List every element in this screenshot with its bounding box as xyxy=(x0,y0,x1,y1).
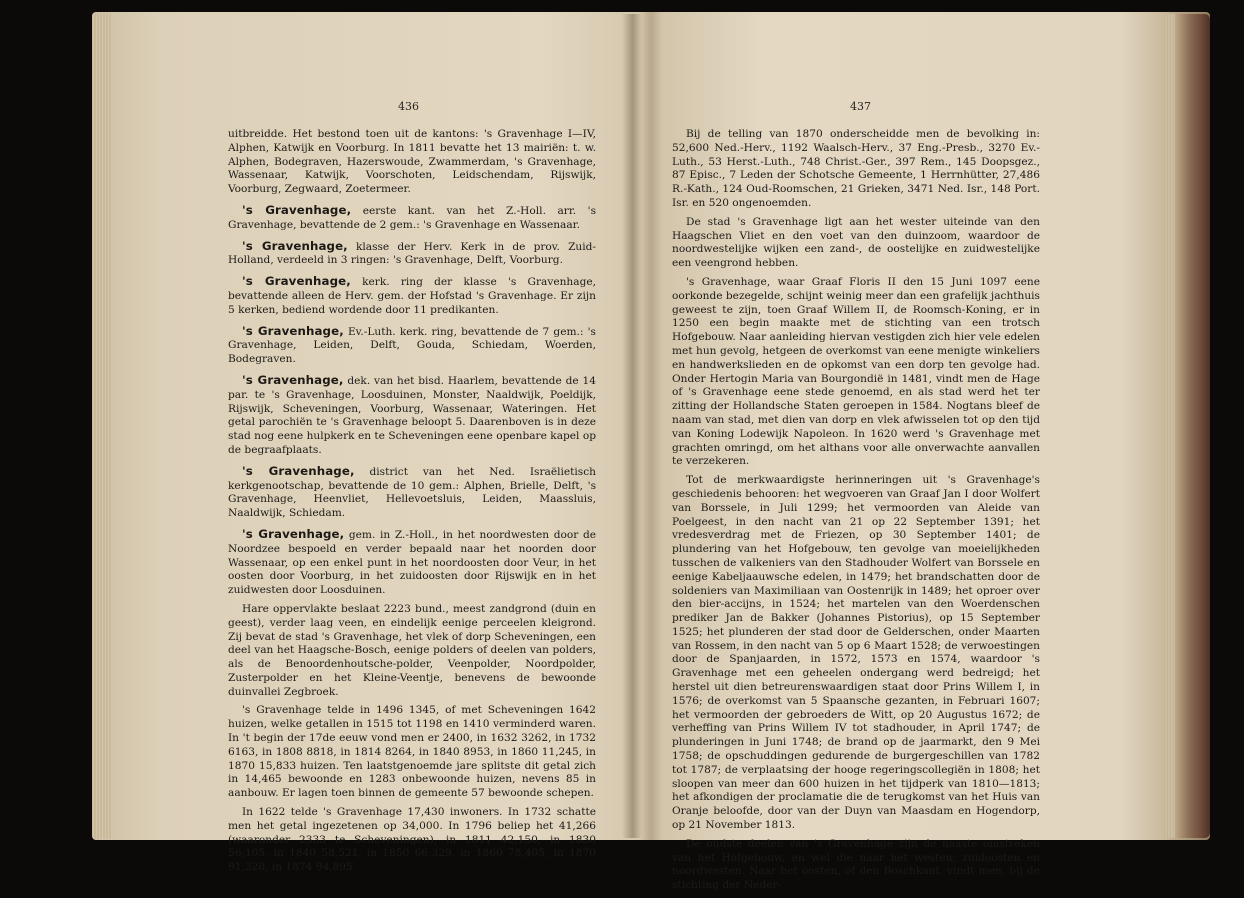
entry xyxy=(228,204,596,233)
paragraph: 's Gravenhage, waar Graaf Floris II den 15 Juni 1097 eene oorkonde bezegelde, schijnt weinig meer dan een grafelijk jachthuis geweest te zijn, toen Graaf Willem II, de Roomsch-Koning, er in 1250 een begin maakte met de stichting van een trotsch Hofgebouw. Naar aanleiding hiervan vestigden zich hier vele edelen met hun gevolg, hetgeen de overkomst van eene menigte winkeliers en handwerkslieden en de opkomst van een dorp ten gevolge had. Onder Hertogin Maria van Bourgondië in 1481, vindt men de Hage of 's Gravenhage eene stede genoemd, en als stad werd het ter zitting der Hollandsche Staten geroepen in 1584. Nogtans bleef de naam van stad, met dien van dorp en vlek afwisselen tot op den tijd van Koning Lodewijk Napoleon. In 1620 werd 's Gravenhage met grachten omringd, om het althans voor alle onverwachte aanvallen te verzekeren. xyxy=(672,275,1040,468)
paragraph: De oudste deelen van 's Gravenhage zijn de naaste omstreken van het Hofgebouw, en wel die naar het westen, zuidoosten en noordwesten. Naar het oosten, of den Boschkant, vindt men, bij de stichting der Neder- xyxy=(672,837,1040,892)
entry-headword: 's Gravenhage, xyxy=(242,526,345,541)
entry-headword: 's Gravenhage, xyxy=(242,274,351,289)
entry-text: eerste kant. van het Z.-Holl. arr. 's Gravenhage, bevattende de 2 gem.: 's Gravenhage en Wassenaar. xyxy=(228,204,597,231)
paragraph: In 1622 telde 's Gravenhage 17,430 inwoners. In 1732 schatte men het getal ingezetenen op 34,000. In 1796 beliep het 41,266 (waaronder 2333 te Scheveningen), in 1811 42,150, in 1830 56,105, in 1840 58,521, in 1850 66,329, in 1860 78,405, in 1870 91,328, in 1874 94,895. xyxy=(228,806,596,874)
entry xyxy=(228,325,596,367)
entry-headword: 's Gravenhage, xyxy=(242,202,352,217)
entry-text: district van het Ned. Israëlietisch kerkgenootschap, bevattende de 10 gem.: Alphen, Brielle, Delft, 's Gravenhage, Heenvliet, Hellevoetsluis, Leiden, Maassluis, Naaldwijk, Schiedam. xyxy=(228,465,596,520)
entry-text: gem. in Z.-Holl., in het noordwesten door de Noordzee bespoeld en verder bepaald naar het noorden door Wassenaar, op een enkel punt in het noordoosten door Veur, in het oosten door Voorburg, in het zuidoosten door Rijswijk en in het zuidwesten door Loosduinen. xyxy=(228,528,596,597)
entry-text: Ev.-Luth. kerk. ring, bevattende de 7 gem.: 's Gravenhage, Leiden, Delft, Gouda, Schiedam, Woerden, Bodegraven. xyxy=(228,325,596,366)
entry-headword: 's Gravenhage, xyxy=(242,323,344,338)
left-page xyxy=(228,128,596,880)
entry-text: kerk. ring der klasse 's Gravenhage, bevattende alleen de Herv. gem. der Hofstad 's Gravenhage. Er zijn 5 kerken, bediend wordende door 11 predikanten. xyxy=(228,276,596,316)
entry xyxy=(228,275,596,317)
entry xyxy=(228,374,596,458)
book-gutter xyxy=(622,14,642,838)
entry xyxy=(228,240,596,269)
entry-text: dek. van het bisd. Haarlem, bevattende de 14 par. te 's Gravenhage, Loosduinen, Monster, Naaldwijk, Poeldijk, Rijswijk, Scheveningen, Voorburg, Wassenaar, Wateringen. Het getal parochiën te 's Gravenhage beloopt 5. Daarenboven is in deze stad nog eene hulpkerk en te Scheveningen eene openbare kapel op de begraafplaats. xyxy=(228,374,596,456)
right-page-edge xyxy=(1163,14,1210,838)
paragraph: 's Gravenhage telde in 1496 1345, of met Scheveningen 1642 huizen, welke getallen in 1515 tot 1198 en 1410 verminderd waren. In 't begin der 17de eeuw vond men er 2400, in 1632 3262, in 1732 6163, in 1808 8818, in 1814 8264, in 1840 8953, in 1860 11,245, in 1870 15,833 huizen. Ten laatstgenoemde jare splitste dit getal zich in 14,465 bewoonde en 1283 onbewoonde huizen, nevens 85 in aanbouw. Er lagen toen binnen de gemeente 57 bewoonde schepen. xyxy=(228,704,596,800)
right-page xyxy=(672,128,1040,898)
paragraph: uitbreidde. Het bestond toen uit de kantons: 's Gravenhage I—IV, Alphen, Katwijk en Voorburg. In 1811 bevatte het 13 mairiën: t. w. Alphen, Bodegraven, Hazerswoude, Zwammerdam, 's Gravenhage, Wassenaar, Katwijk, Voorschoten, Leidschendam, Rijswijk, Voorburg, Zegwaard, Zoetermeer. xyxy=(228,128,596,196)
page-number-left: 436 xyxy=(398,100,419,113)
paragraph: Hare oppervlakte beslaat 2223 bund., meest zandgrond (duin en geest), verder laag veen, en eindelijk eenige perceelen kleigrond. Zij bevat de stad 's Gravenhage, het vlek of dorp Scheveningen, een deel van het Haagsche-Bosch, eenige polders of deelen van polders, als de Benoordenhoutsche-polder, Veenpolder, Noordpolder, Zusterpolder en het Kleine-Veentje, benevens de bewoonde duinvallei Zegbroek. xyxy=(228,602,596,698)
entry-headword: 's Gravenhage, xyxy=(242,238,348,253)
paragraph: De stad 's Gravenhage ligt aan het wester uiteinde van den Haagschen Vliet en den voet van den duinzoom, waardoor de noordwestelijke wijken een zand-, de oostelijke en zuidwestelijke een veengrond hebben. xyxy=(672,215,1040,270)
left-page-edge xyxy=(92,14,112,838)
paragraph: Tot de merkwaardigste herinneringen uit 's Gravenhage's geschiedenis behooren: het wegvoeren van Graaf Jan I door Wolfert van Borssele, in Juli 1299; het vermoorden van Aleide van Poelgeest, in den nacht van 21 op 22 September 1391; het vredesverdrag met de Friezen, op 30 September 1401; de plundering van het Hofgebouw, ten gevolge van moeielijkheden tusschen de valkeniers van den Stadhouder Wolfert van Borssele en eenige Kabeljaauwsche edelen, in 1479; het brandschatten door de soldeniers van Maximiliaan van Oostenrijk in 1489; het oproer over den bier-accijns, in 1524; het martelen van den Woerdenschen prediker Jan de Bakker (Johannes Pistorius), op 15 September 1525; het plunderen der stad door de Gelderschen, onder Maarten van Rossem, in den nacht van 5 op 6 Maart 1528; de verwoestingen door de Spanjaarden, in 1572, 1573 en 1574, waardoor 's Gravenhage met een geheelen ondergang werd bedreigd; het herstel uit dien betreurenswaardigen staat door Prins Willem I, in 1576; de overkomst van 5 Spaansche gezanten, in Februari 1607; het vermoorden der gebroeders de Witt, op 20 Augustus 1672; de verheffing van Prins Willem IV tot stadhouder, in April 1747; de plunderingen in Juni 1748; de brand op de jaarmarkt, den 9 Mei 1758; de opschuddingen gedurende de burgergeschillen van 1782 tot 1787; de verplaatsing der hooge regeringscollegiën in 1808; het sloopen van meer dan 600 huizen in het tijdperk van 1810—1813; het afkondigen der proclamatie die de terugkomst van het Huis van Oranje beloofde, door van der Duyn van Maasdam en Hogendorp, op 21 November 1813. xyxy=(672,474,1040,832)
entry-text: klasse der Herv. Kerk in de prov. Zuid-Holland, verdeeld in 3 ringen: 's Gravenhage, Delft, Voorburg. xyxy=(228,240,596,267)
entry xyxy=(228,465,596,521)
entry-headword: 's Gravenhage, xyxy=(242,463,355,478)
entry xyxy=(228,528,596,598)
page-number-right: 437 xyxy=(850,100,871,113)
paragraph: Bij de telling van 1870 onderscheidde men de bevolking in: 52,600 Ned.-Herv., 1192 Waalsch-Herv., 37 Eng.-Presb., 3270 Ev.-Luth., 53 Herst.-Luth., 748 Christ.-Ger., 397 Rem., 145 Doopsgez., 87 Episc., 7 Leden der Schotsche Gemeente, 1 Herrnhütter, 27,486 R.-Kath., 124 Oud-Roomschen, 21 Grieken, 3471 Ned. Isr., 148 Port. Isr. en 520 ongenoemden. xyxy=(672,128,1040,209)
entry-headword: 's Gravenhage, xyxy=(242,372,344,387)
